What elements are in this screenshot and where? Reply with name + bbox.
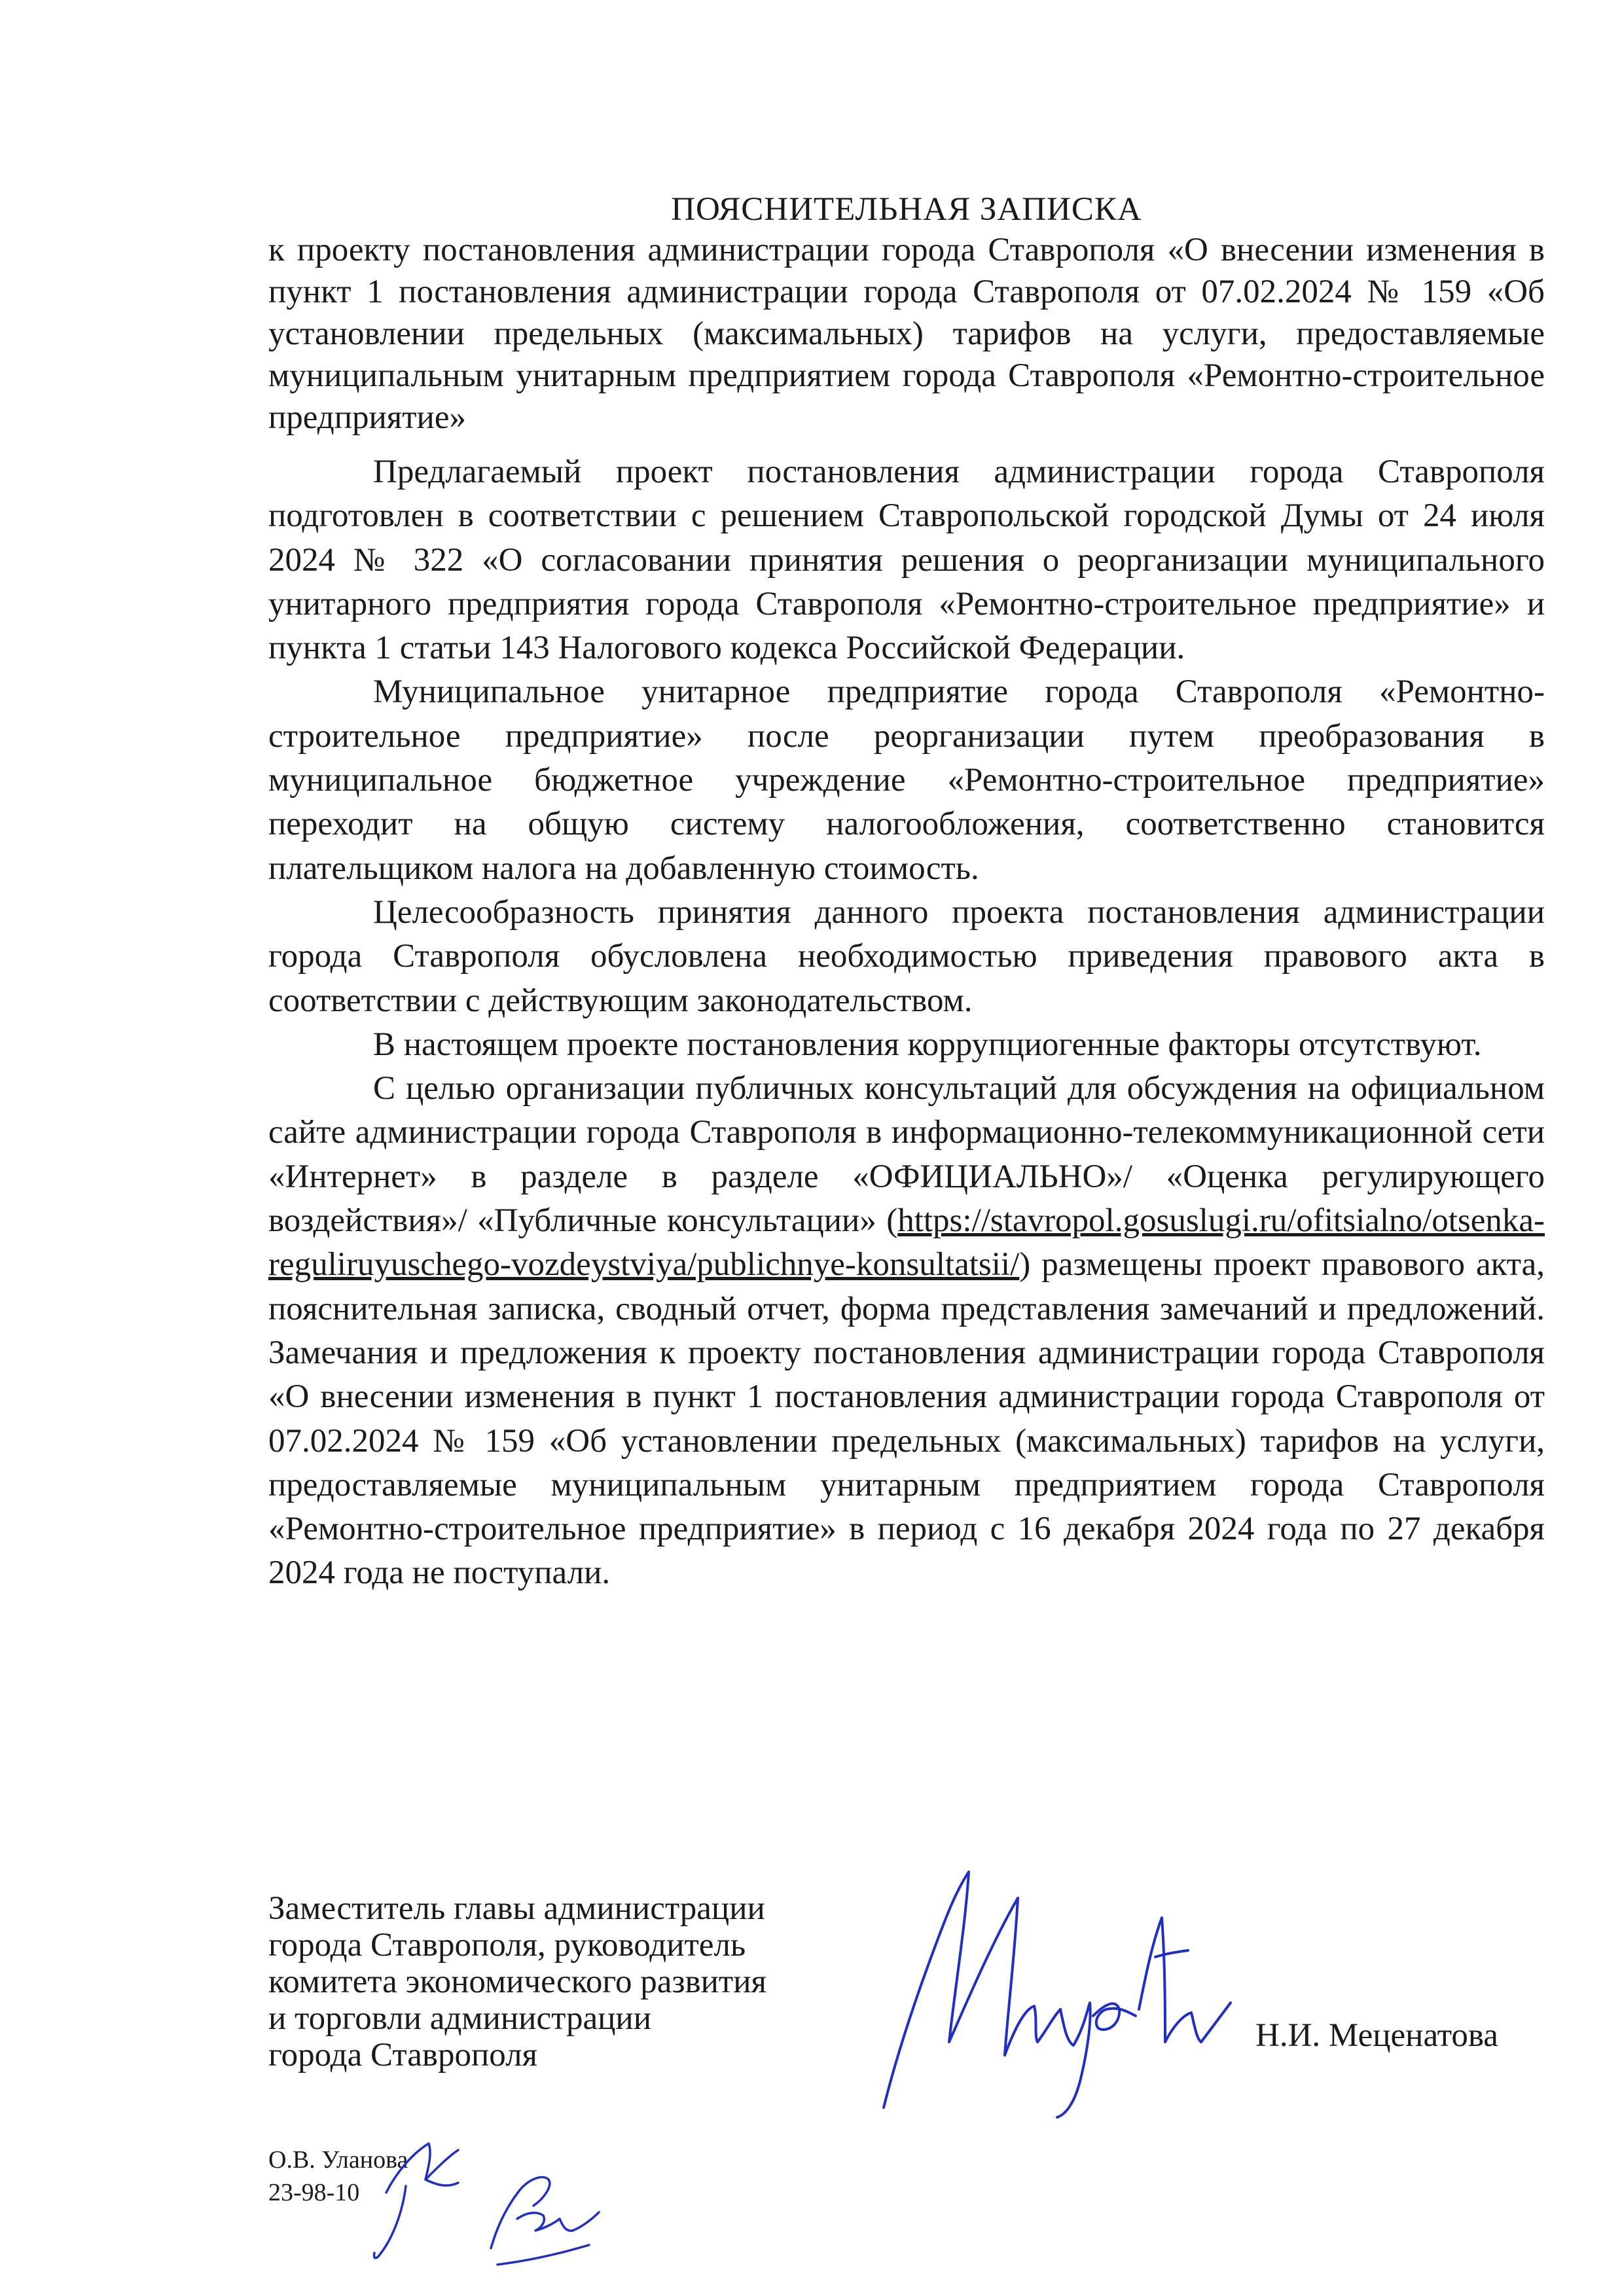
paragraph-5: [268, 1067, 1545, 1596]
signer-position: [268, 1890, 857, 2073]
paragraph-1: Предлагаемый проект постановления администрации города Ставрополя подготовлен в соответствии с решением Ставропольской городской Думы от 24 июля 2024 № 322 «О согласовании принятия решения о реорганизации муниципального унитарного предприятия города Ставрополя «Ремонтно-строительное предприятие» и пункта 1 статьи 143 Налогового кодекса Российской Федерации.: [268, 454, 1545, 667]
signer-position-line: комитета экономического развития: [268, 1964, 766, 2000]
paragraph-4: В настоящем проекте постановления коррупциогенные факторы отсутствуют.: [373, 1026, 1482, 1063]
executor-name: О.В. Уланова: [268, 2146, 408, 2174]
signer-position-line: города Ставрополя, руководитель: [268, 1927, 746, 1964]
document-title: ПОЯСНИТЕЛЬНАЯ ЗАПИСКА: [671, 191, 1142, 228]
paragraph-5-text-after: ) размещены проект правового акта, пояснительная записка, сводный отчет, форма представления замечаний и предложений. Замечания и предложения к проекту постановления администрации города Ставрополя «О внесении изменения в пункт 1 постановления администрации города Ставрополя от 07.02.2024 № 159 «Об установлении предельных (максимальных) тарифов на услуги, предоставляемые муниципальным унитарным предприятием города Ставрополя «Ремонтно-строительное предприятие» в период с 16 декабря 2024 года по 27 декабря 2024 года не поступали.: [268, 1246, 1545, 1592]
signer-position-line: и торговли администрации: [268, 2000, 652, 2037]
document-subtitle: к проекту постановления администрации города Ставрополя «О внесении изменения в пункт 1 постановления администрации города Ставрополя от 07.02.2024 № 159 «Об установлении предельных (максимальных) тарифов на услуги, предоставляемые муниципальным унитарным предприятием города Ставрополя «Ремонтно-строительное предприятие»: [268, 232, 1545, 436]
paragraph-5-text-before: С целью организации публичных консультаций для обсуждения на официальном сайте администрации города Ставрополя в информационно-телекоммуникационной сети «Интернет» в разделе в разделе «ОФИЦИАЛЬНО»/ «Оценка регулирующего воздействия»/ «Публичные консультации» (: [268, 1070, 1545, 1240]
executor-phone: 23-98-10: [268, 2179, 360, 2206]
public-consultations-link[interactable]: https://stavropol.gosuslugi.ru/ofitsialno/otsenka-reguliruyuschego-vozdeystviya/publichnye-konsultatsii/: [268, 1202, 1545, 1283]
signer-name: Н.И. Меценатова: [1255, 2017, 1498, 2054]
paragraph-3: Целесообразность принятия данного проекта постановления администрации города Ставрополя обусловлена необходимостью приведения правового акта в соответствии с действующим законодательством.: [268, 893, 1545, 1019]
signer-position-line: города Ставрополя: [268, 2037, 538, 2073]
paragraph-2: Муниципальное унитарное предприятие города Ставрополя «Ремонтно-строительное предприятие» после реорганизации путем преобразования в муниципальное бюджетное учреждение «Ремонтно-строительное предприятие» переходит на общую систему налогообложения, соответственно становится плательщиком налога на добавленную стоимость.: [268, 673, 1545, 887]
document-body: [268, 450, 1545, 1596]
signer-position-line: Заместитель главы администрации: [268, 1890, 765, 1927]
handwritten-signature: [857, 1846, 1250, 2121]
approval-initials-signatures: [367, 2114, 615, 2284]
